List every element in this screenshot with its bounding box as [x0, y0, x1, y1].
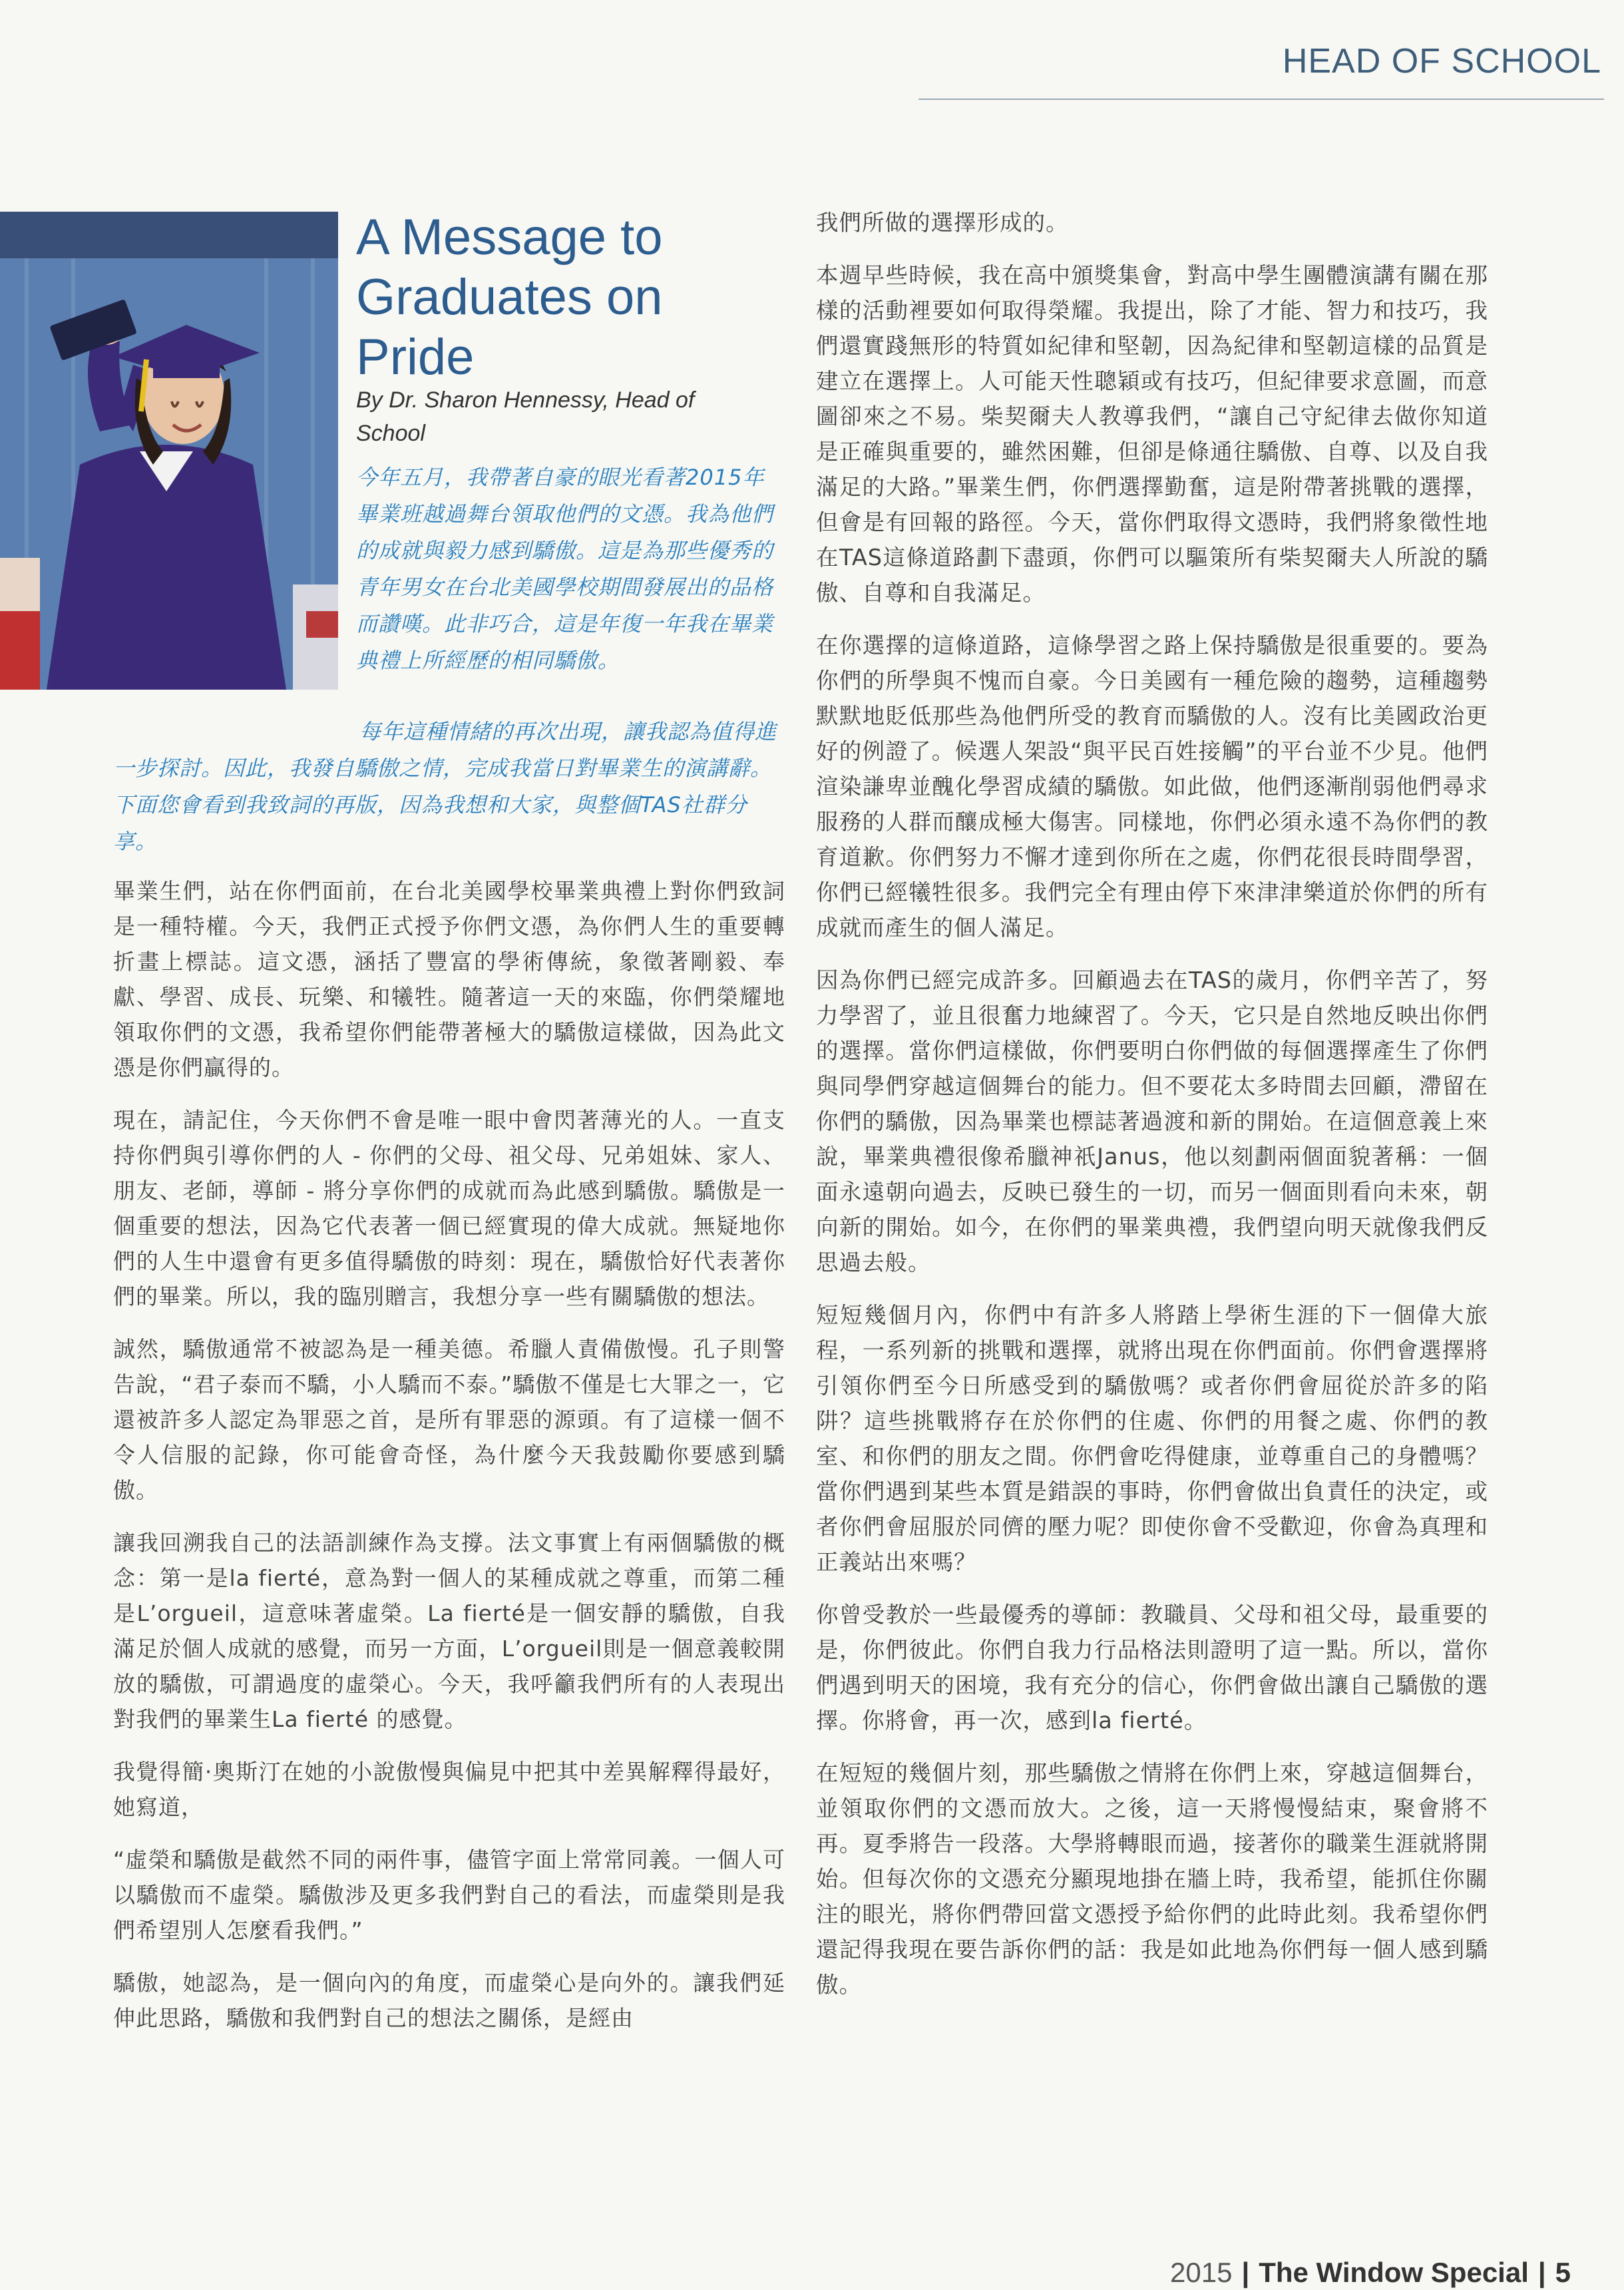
body-paragraph: 我覺得簡·奧斯汀在她的小說傲慢與偏見中把其中差異解釋得最好，她寫道， [113, 1759, 785, 1820]
page-number: 5 [1555, 2257, 1571, 2288]
page-footer [1170, 2257, 1571, 2289]
right-column [816, 205, 1488, 2020]
body-paragraph: 你曾受教於一些最優秀的導師：教職員、父母和祖父母，最重要的是，你們彼此。你們自我力行品格法則證明了這一點。所以，當你們遇到明天的困境，我有充分的信心，你們會做出讓自己驕傲的選擇。你將會，再一次，感到la fierté。 [816, 1602, 1488, 1733]
austen-quote: “虛榮和驕傲是截然不同的兩件事，儘管字面上常常同義。一個人可以驕傲而不虛榮。驕傲涉及更多我們對自己的看法，而虛榮則是我們希望別人怎麼看我們。” [113, 1847, 785, 1943]
body-paragraph: 在你選擇的這條道路，這條學習之路上保持驕傲是很重要的。要為你們的所學與不愧而自豪。今日美國有一種危險的趨勢，這種趨勢默默地貶低那些為他們所受的教育而驕傲的人。沒有比美國政治更好的例證了。候選人架設“與平民百姓接觸”的平台並不少見。他們渲染謙卑並醜化學習成績的驕傲。如此做，他們逐漸削弱他們尋求服務的人群而釀成極大傷害。同樣地，你們必須永遠不為你們的教育道歉。你們努力不懈才達到你所在之處，你們花很長時間學習，你們已經犧牲很多。我們完全有理由停下來津津樂道於你們的所有成就而產生的個人滿足。 [816, 632, 1488, 941]
body-paragraph: 在短短的幾個片刻，那些驕傲之情將在你們上來，穿越這個舞台，並領取你們的文憑而放大。之後，這一天將慢慢結束，聚會將不再。夏季將告一段落。大學將轉眼而過，接著你的職業生涯就將開始。但每次你的文憑充分顯現地掛在牆上時，我希望，能抓住你關注的眼光，將你們帶回當文憑授予給你們的此時此刻。我希望你們還記得我現在要告訴你們的話：我是如此地為你們每一個人感到驕傲。 [816, 1760, 1488, 1998]
article-title: A Message to Graduates on Pride [356, 209, 663, 385]
left-column [113, 873, 785, 2053]
body-paragraph: 誠然，驕傲通常不被認為是一種美德。希臘人責備傲慢。孔子則警告說，“君子泰而不驕，小人驕而不泰。”驕傲不僅是七大罪之一，它還被許多人認定為罪惡之首，是所有罪惡的源頭。有了這樣一個不令人信服的記錄，你可能會奇怪，為什麼今天我鼓勵你要感到驕傲。 [113, 1336, 785, 1503]
section-label: HEAD OF SCHOOL [1282, 42, 1601, 81]
intro-paragraph: 今年五月，我帶著自豪的眼光看著2015年畢業班越過舞台領取他們的文憑。我為他們的成就與毅力感到驕傲。這是為那些優秀的青年男女在台北美國學校期間發展出的品格而讚嘆。此非巧合，這是年復一年我在畢業典禮上所經歷的相同驕傲。 [356, 465, 774, 673]
footer-publication: The Window Special [1259, 2257, 1529, 2288]
header-rule [918, 99, 1604, 100]
intro-paragraph: 每年這種情緒的再次出現，讓我認為值得進一步探討。因此，我發自驕傲之情，完成我當日對畢業生的演講辭。下面您會看到我致詞的再版，因為我想和大家，與整個TAS社群分享。 [113, 719, 777, 854]
body-paragraph: 現在，請記住，今天你們不會是唯一眼中會閃著薄光的人。一直支持你們與引導你們的人 - 你們的父母、祖父母、兄弟姐妹、家人、朋友、老師，導師 - 將分享你們的成就而為此感到驕傲。驕傲是一個重要的想法，因為它代表著一個已經實現的偉大成就。無疑地你們的人生中還會有更多值得驕傲的時刻：現在，驕傲恰好代表著你們的畢業。所以，我的臨別贈言，我想分享一些有關驕傲的想法。 [113, 1107, 785, 1309]
graduate-illustration [0, 212, 338, 690]
body-paragraph: 讓我回溯我自己的法語訓練作為支撐。法文事實上有兩個驕傲的概念：第一是la fierté，意為對一個人的某種成就之尊重，而第二種是L’orgueil，這意味著虛榮。La fierté是一個安靜的驕傲，自我滿足於個人成就的感覺，而另一方面，L’orgueil則是一個意義較開放的驕傲，可謂過度的虛榮心。今天，我呼籲我們所有的人表現出對我們的畢業生La fierté 的感覺。 [113, 1530, 785, 1732]
footer-separator: | [1241, 2257, 1250, 2288]
graduate-photo [0, 212, 338, 690]
body-paragraph: 驕傲，她認為，是一個向內的角度，而虛榮心是向外的。讓我們延伸此思路，驕傲和我們對自己的想法之關係，是經由 [113, 1970, 785, 2031]
body-paragraph: 短短幾個月內，你們中有許多人將踏上學術生涯的下一個偉大旅程，一系列新的挑戰和選擇，就將出現在你們面前。你們會選擇將引領你們至今日所感受到的驕傲嗎？或者你們會屈從於許多的陷阱？這些挑戰將存在於你們的住處、你們的用餐之處、你們的教室、和你們的朋友之間。你們會吃得健康，並尊重自己的身體嗎？當你們遇到某些本質是錯誤的事時，你們會做出負責任的決定，或者你們會屈服於同儕的壓力呢？即使你會不受歡迎，你會為真理和正義站出來嗎？ [816, 1302, 1488, 1575]
body-paragraph: 我們所做的選擇形成的。 [816, 210, 1069, 236]
article-byline: By Dr. Sharon Hennessy, Head of School [356, 387, 695, 446]
footer-separator: | [1537, 2257, 1546, 2288]
body-paragraph: 本週早些時候，我在高中頒獎集會，對高中學生團體演講有關在那樣的活動裡要如何取得榮耀。我提出，除了才能、智力和技巧，我們還實踐無形的特質如紀律和堅韌，因為紀律和堅韌這樣的品質是建立在選擇上。人可能天性聰穎或有技巧，但紀律要求意圖，而意圖卻來之不易。柴契爾夫人教導我們，“讓自己守紀律去做你知道是正確與重要的，雖然困難，但卻是條通往驕傲、自尊、以及自我滿足的大路。”畢業生們，你們選擇勤奮，這是附帶著挑戰的選擇，但會是有回報的路徑。今天，當你們取得文憑時，我們將象徵性地在TAS這條道路劃下盡頭，你們可以驅策所有柴契爾夫人所說的驕傲、自尊和自我滿足。 [816, 262, 1488, 606]
body-paragraph: 畢業生們，站在你們面前，在台北美國學校畢業典禮上對你們致詞是一種特權。今天，我們正式授予你們文憑，為你們人生的重要轉折畫上標誌。這文憑，涵括了豐富的學術傳統，象徵著剛毅、奉獻、學習、成長、玩樂、和犧牲。隨著這一天的來臨，你們榮耀地領取你們的文憑，我希望你們能帶著極大的驕傲這樣做，因為此文憑是你們贏得的。 [113, 878, 785, 1080]
body-paragraph: 因為你們已經完成許多。回顧過去在TAS的歲月，你們辛苦了，努力學習了，並且很奮力地練習了。今天，它只是自然地反映出你們的選擇。當你們這樣做，你們要明白你們做的每個選擇產生了你們與同學們穿越這個舞台的能力。但不要花太多時間去回顧，滯留在你們的驕傲，因為畢業也標誌著過渡和新的開始。在這個意義上來說，畢業典禮很像希臘神祇Janus，他以刻劃兩個面貌著稱：一個面永遠朝向過去，反映已發生的一切，而另一個面則看向未來，朝向新的開始。如今，在你們的畢業典禮，我們望向明天就像我們反思過去般。 [816, 967, 1488, 1275]
footer-year: 2015 [1170, 2257, 1233, 2288]
